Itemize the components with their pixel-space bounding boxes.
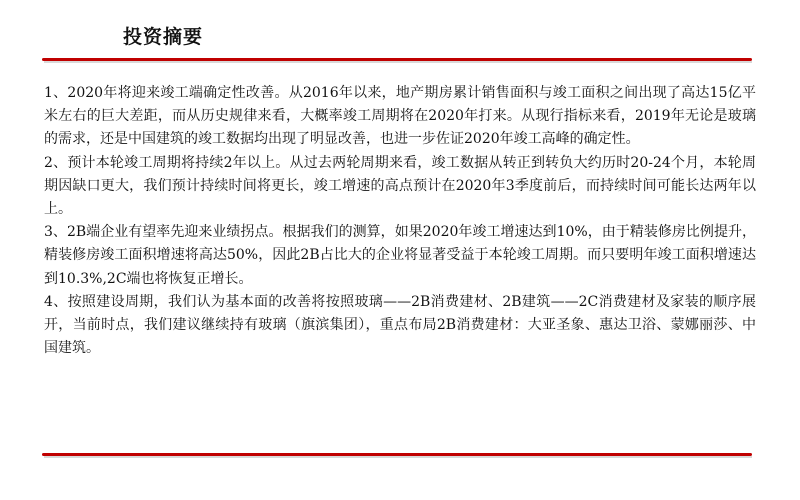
summary-paragraph-1: 1、2020年将迎来竣工端确定性改善。从2016年以来，地产期房累计销售面积与竣工面积之间出现了高达15亿平米左右的巨大差距，而从历史规律来看，大概率竣工周期将在2020年打来。从现行指标来看，2019年无论是玻璃的需求，还是中国建筑的竣工数据均出现了明显改善，也进一步佐证2020年竣工高峰的确定性。 [44,85,756,148]
page-title: 投资摘要 [123,26,204,48]
summary-body [44,82,756,360]
summary-paragraph-2: 2、预计本轮竣工周期将持续2年以上。从过去两轮周期来看，竣工数据从转正到转负大约历时20-24个月，本轮周期因缺口更大，我们预计持续时间将更长，竣工增速的高点预计在2020年3季度前后，而持续时间可能长达两年以上。 [44,154,756,218]
bottom-divider-shadow [44,456,752,458]
summary-paragraph-3: 3、2B端企业有望率先迎来业绩拐点。根据我们的测算，如果2020年竣工增速达到10%，由于精装修房比例提升，精装修房竣工面积增速将高达50%，因此2B占比大的企业将显著受益于本轮竣工周期。而只要明年竣工面积增速达到10.3%,2C端也将恢复正增长。 [44,224,756,287]
top-divider-shadow [44,61,752,63]
summary-paragraph-4: 4、按照建设周期，我们认为基本面的改善将按照玻璃——2B消费建材、2B建筑——2C消费建材及家装的顺序展开，当前时点，我们建议继续持有玻璃（旗滨集团），重点布局2B消费建材：大亚圣象、惠达卫浴、蒙娜丽莎、中国建筑。 [44,293,756,357]
